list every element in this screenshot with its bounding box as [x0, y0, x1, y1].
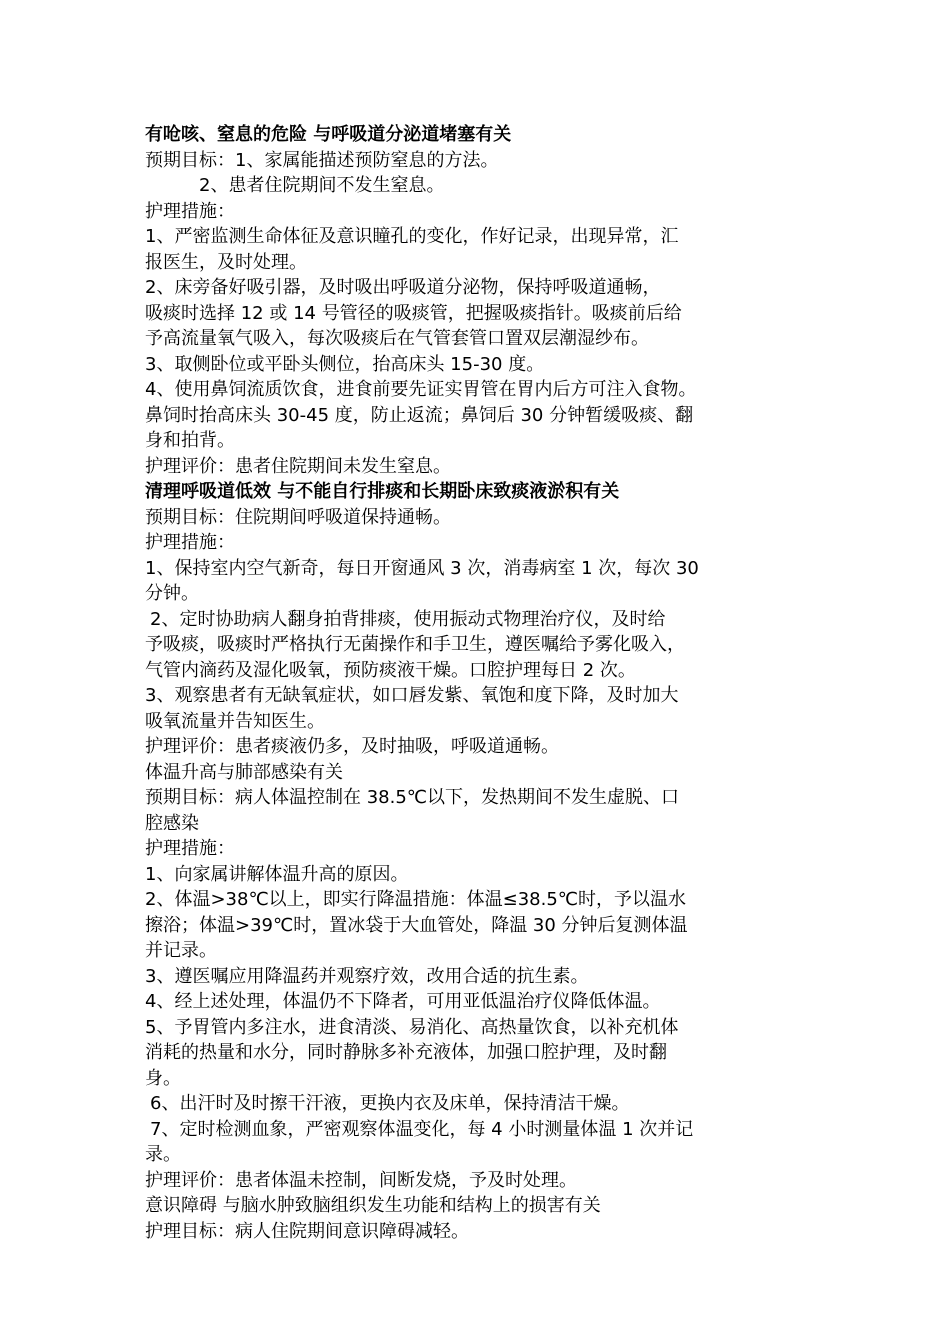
text-line: 护理措施： [145, 532, 235, 553]
text-line: 消耗的热量和水分，同时静脉多补充液体，加强口腔护理，及时翻 [145, 1042, 667, 1063]
text-line: 腔感染 [145, 812, 199, 834]
text-line: 4、经上述处理，体温仍不下降者，可用亚低温治疗仪降低体温。 [145, 991, 661, 1012]
text-line: 2、患者住院期间不发生窒息。 [199, 175, 445, 196]
text-line: 7、定时检测血象，严密观察体温变化，每 4 小时测量体温 1 次并记 [150, 1118, 694, 1140]
text-line: 2、体温>38℃以上，即实行降温措施：体温≤38.5℃时，予以温水 [145, 889, 687, 910]
text-line: 吸痰时选择 12 或 14 号管径的吸痰管，把握吸痰指针。吸痰前后给 [145, 302, 682, 324]
text-line: 预期目标：病人体温控制在 38.5℃以下，发热期间不发生虚脱、口 [145, 787, 680, 808]
text-line: 身。 [145, 1067, 181, 1089]
text-line: 护理目标：病人住院期间意识障碍减轻。 [145, 1220, 469, 1242]
text-line: 予吸痰，吸痰时严格执行无菌操作和手卫生，遵医嘱给予雾化吸入， [145, 634, 685, 655]
text-line: 护理措施： [145, 838, 235, 859]
text-line: 擦浴；体温>39℃时，置冰袋于大血管处，降温 30 分钟后复测体温 [145, 914, 688, 936]
text-line: 1、严密监测生命体征及意识瞳孔的变化，作好记录，出现异常，汇 [145, 226, 679, 247]
text-line: 预期目标：住院期间呼吸道保持通畅。 [145, 506, 451, 528]
text-line: 2、床旁备好吸引器，及时吸出呼吸道分泌物，保持呼吸道通畅， [145, 277, 661, 298]
text-line: 鼻饲时抬高床头 30-45 度，防止返流；鼻饲后 30 分钟暂缓吸痰、翻 [145, 404, 694, 426]
text-line: 护理评价：患者痰液仍多，及时抽吸，呼吸道通畅。 [145, 736, 559, 757]
text-line: 护理评价：患者住院期间未发生窒息。 [145, 455, 451, 477]
text-line: 身和拍背。 [145, 430, 235, 451]
text-line: 录。 [145, 1144, 181, 1165]
text-line: 体温升高与肺部感染有关 [145, 761, 343, 783]
section-heading: 清理呼吸道低效 与不能自行排痰和长期卧床致痰液淤积有关 [145, 481, 620, 502]
text-line: 吸氧流量并告知医生。 [145, 710, 325, 732]
text-line: 4、使用鼻饲流质饮食，进食前要先证实胃管在胃内后方可注入食物。 [145, 379, 697, 400]
text-line: 予高流量氧气吸入，每次吸痰后在气管套管口置双层潮湿纱布。 [145, 328, 649, 349]
text-line: 1、保持室内空气新奇，每日开窗通风 3 次，消毒病室 1 次，每次 30 [145, 557, 699, 579]
text-line: 意识障碍 与脑水肿致脑组织发生功能和结构上的损害有关 [145, 1195, 601, 1216]
text-line: 护理评价：患者体温未控制，间断发烧，予及时处理。 [145, 1169, 577, 1191]
text-line: 气管内滴药及湿化吸氧，预防痰液干燥。口腔护理每日 2 次。 [145, 659, 636, 681]
text-line: 6、出汗时及时擦干汗液，更换内衣及床单，保持清洁干燥。 [150, 1093, 630, 1114]
text-line: 报医生，及时处理。 [145, 251, 307, 273]
text-line: 1、向家属讲解体温升高的原因。 [145, 863, 409, 885]
document-page [145, 122, 815, 1244]
text-line: 护理措施： [145, 200, 235, 222]
text-line: 3、观察患者有无缺氧症状，如口唇发紫、氧饱和度下降，及时加大 [145, 685, 679, 706]
text-line: 2、定时协助病人翻身拍背排痰，使用振动式物理治疗仪，及时给 [150, 608, 666, 630]
text-line: 5、予胃管内多注水，进食清淡、易消化、高热量饮食，以补充机体 [145, 1016, 679, 1038]
text-line: 分钟。 [145, 583, 199, 604]
text-line: 3、取侧卧位或平卧头侧位，抬高床头 15-30 度。 [145, 353, 545, 375]
section-heading: 有呛咳、窒息的危险 与呼吸道分泌道堵塞有关 [145, 124, 512, 145]
text-line: 并记录。 [145, 940, 217, 961]
text-line: 预期目标：1、家属能描述预防窒息的方法。 [145, 149, 499, 171]
text-line: 3、遵医嘱应用降温药并观察疗效，改用合适的抗生素。 [145, 965, 589, 987]
